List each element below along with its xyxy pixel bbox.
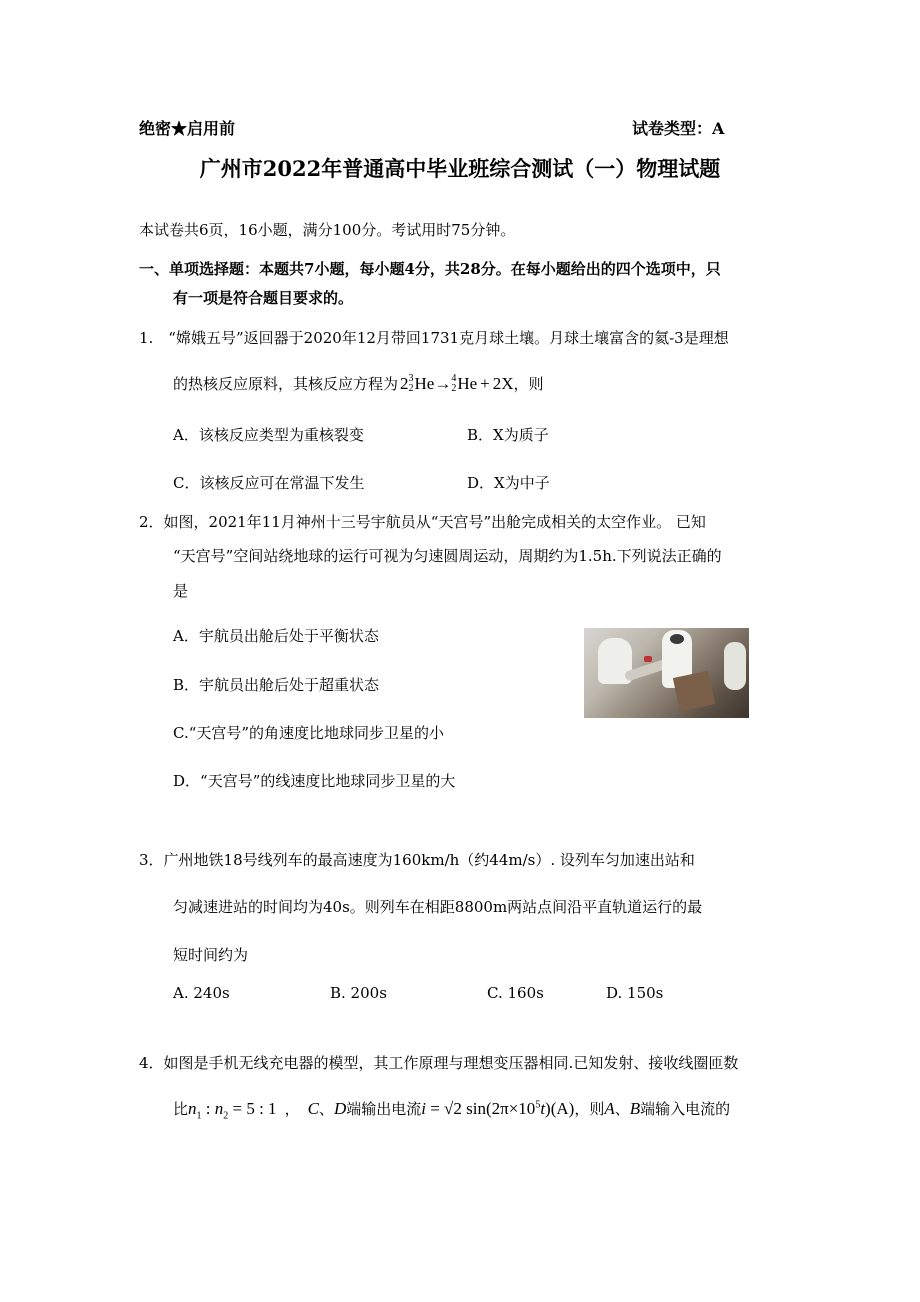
current-symbol: i bbox=[421, 1099, 426, 1118]
current-equation bbox=[421, 1099, 574, 1119]
terminal-a: A bbox=[604, 1099, 615, 1118]
question-3-line1: 3．广州地铁18号线列车的最高速度为160km/h（约44m/s）. 设列车匀加速出站和 bbox=[139, 851, 695, 869]
ratio-label: 比 bbox=[173, 1100, 189, 1118]
page-title: 广州市2022年普通高中毕业班综合测试（一）物理试题 bbox=[199, 156, 721, 181]
n2-subscript: 2 bbox=[223, 1110, 229, 1122]
n1-symbol: n bbox=[188, 1099, 197, 1118]
separator-1: 、 bbox=[318, 1100, 334, 1118]
x-term: 2X bbox=[492, 373, 514, 393]
terminal-d: D bbox=[333, 1099, 347, 1118]
question-1-text: 的热核反应原料，其核反应方程为 bbox=[173, 375, 399, 393]
question-2-line2: “天宫号”空间站绕地球的运行可视为匀速圆周运动，周期约为1.5h.下列说法正确的 bbox=[173, 547, 722, 565]
question-1-text-end: ，则 bbox=[513, 375, 544, 393]
he4-charge-number: 2 bbox=[451, 382, 457, 394]
q1-option-b: B．X为质子 bbox=[467, 426, 549, 444]
astronaut-photo bbox=[584, 628, 749, 718]
question-3-line2: 匀减速进站的时间均为40s。则列车在相距8800m两站点间沿平直轨道运行的最 bbox=[173, 898, 703, 916]
q3-option-d: D. 150s bbox=[606, 984, 664, 1002]
q2-option-d: D．“天宫号”的线速度比地球同步卫星的大 bbox=[173, 772, 456, 790]
question-2-line1: 2．如图，2021年11月神州十三号宇航员从“天宫号”出舱完成相关的太空作业。 已知 bbox=[139, 513, 706, 531]
he3-mass-number: 3 bbox=[408, 372, 414, 384]
ratio-value: = 5 : 1 bbox=[228, 1099, 277, 1118]
current-expression: = √2 sin(2π×10 bbox=[425, 1099, 536, 1118]
section-heading-line1: 一、单项选择题：本题共7小题，每小题4分，共28分。在每小题给出的四个选项中，只 bbox=[139, 260, 721, 278]
he4-mass-number: 4 bbox=[451, 372, 457, 384]
he3-charge-number: 2 bbox=[408, 382, 414, 394]
comma-1: ， bbox=[284, 1100, 300, 1118]
q3-option-b: B. 200s bbox=[330, 984, 387, 1002]
time-symbol: t bbox=[540, 1099, 546, 1118]
eq-coefficient: 2 bbox=[400, 373, 409, 393]
question-1-line1: 1. “嫦娥五号”返回器于2020年12月带回1731克月球土壤。月球土壤富含的氦-3是理想 bbox=[139, 329, 729, 347]
q3-option-a: A. 240s bbox=[173, 984, 230, 1002]
frequency-exponent: 5 bbox=[535, 1099, 541, 1111]
plus-sign: + bbox=[480, 373, 490, 393]
input-current-text: 端输入电流的 bbox=[640, 1100, 731, 1118]
helium4-nuclide bbox=[451, 374, 477, 394]
reaction-arrow: → bbox=[434, 373, 452, 393]
output-current-text: 端输出电流 bbox=[346, 1100, 422, 1118]
n2-symbol: n bbox=[214, 1099, 224, 1118]
he3-symbol: He bbox=[414, 373, 435, 393]
question-2-line3: 是 bbox=[173, 582, 189, 600]
question-1-line2 bbox=[173, 373, 544, 394]
q3-option-c: C. 160s bbox=[487, 984, 544, 1002]
current-unit: )(A) bbox=[545, 1099, 575, 1118]
section-heading-line2: 有一项是符合题目要求的。 bbox=[173, 289, 354, 307]
paper-type-label: 试卷类型：A bbox=[632, 119, 725, 138]
q2-option-c: C.“天宫号”的角速度比地球同步卫星的小 bbox=[173, 724, 445, 742]
confidential-label: 绝密★启用前 bbox=[139, 119, 236, 138]
he4-symbol: He bbox=[457, 373, 478, 393]
helium3-nuclide bbox=[409, 374, 435, 394]
terminal-b: B bbox=[629, 1099, 641, 1118]
ratio-colon: : bbox=[201, 1099, 215, 1118]
q1-option-d: D．X为中子 bbox=[467, 474, 550, 492]
nuclear-equation bbox=[400, 374, 514, 394]
q1-option-a: A．该核反应类型为重核裂变 bbox=[173, 426, 364, 444]
terminal-c: C bbox=[307, 1099, 319, 1118]
question-4-line2 bbox=[173, 1098, 730, 1121]
question-3-line3: 短时间约为 bbox=[173, 946, 249, 964]
n1-subscript: 1 bbox=[196, 1110, 202, 1122]
question-4-line1: 4．如图是手机无线充电器的模型，其工作原理与理想变压器相同.已知发射、接收线圈匝数 bbox=[139, 1054, 739, 1072]
q1-option-c: C．该核反应可在常温下发生 bbox=[173, 474, 365, 492]
separator-2: 、 bbox=[614, 1100, 630, 1118]
turns-ratio-equation bbox=[188, 1099, 277, 1121]
q2-option-a: A．宇航员出舱后处于平衡状态 bbox=[173, 627, 379, 645]
then-text: ，则 bbox=[574, 1100, 605, 1118]
q2-option-b: B．宇航员出舱后处于超重状态 bbox=[173, 676, 380, 694]
exam-intro: 本试卷共6页，16小题，满分100分。考试用时75分钟。 bbox=[139, 221, 516, 239]
